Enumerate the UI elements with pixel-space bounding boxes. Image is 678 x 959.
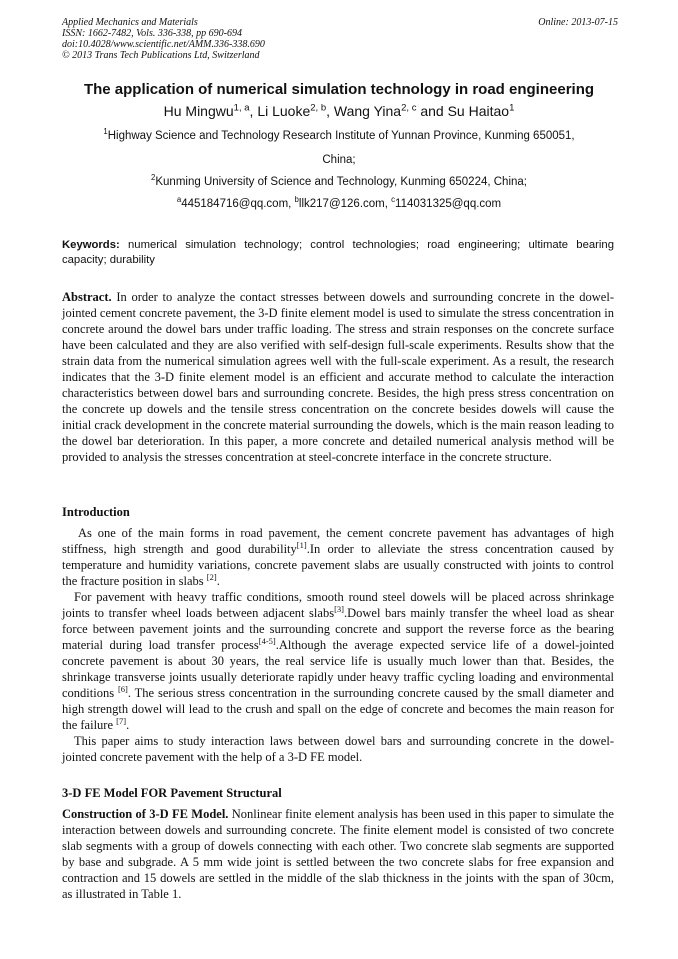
journal-copyright: © 2013 Trans Tech Publications Ltd, Switzerland [62, 50, 260, 61]
author-list [40, 102, 638, 120]
journal-doi: doi:10.4028/www.scientific.net/AMM.336-338.690 [62, 39, 265, 50]
paragraph-text: .Although the average expected service life of a dowel-jointed concrete pavement is about 30 years, the real service life is usually much lower than that. Besides, the shrinkage transverse joints usually deteriorate rapidly under heavy traffic cycling loading and environmental conditions [62, 638, 614, 700]
affiliation-sup: 2 [151, 173, 156, 183]
paragraph-text: .In order to alleviate the stress concentration caused by temperature and humidity variations, concrete pavement slabs are usually constructed with joints to control the fracture position in slabs [62, 542, 614, 588]
email-address: 445184716@qq.com, [181, 198, 295, 210]
keywords-label: Keywords: [62, 239, 120, 251]
journal-name: Applied Mechanics and Materials [62, 17, 198, 28]
abstract-text: In order to analyze the contact stresses between dowels and surrounding concrete in the dowel-jointed cement concrete pavement, the 3-D finite element model is used to simulate the stress concentration in concrete around the dowel bars under traffic loading. The stress and strain responses on the concrete surface have been calculated and they are also verified with self-design full-scale experiments. Results show that the strain data from the numerical simulation agrees well with the full-scale experiment. As a result, the research indicates that the 3-D finite element model is an efficient and accurate method to calculate the interaction characteristics between dowel bars and surrounding concrete. Besides, the high press stress concentration on the concrete up dowels and the tensile stress concentration on the concrete besides dowels will cause the initial crack development in the concrete material surrounding the dowels, which is the main reason leading to the dowel bar deterioration. In this paper, a more concrete and detailed numerical analysis method will be provided to analysis the stresses concentration at steel-concrete interface in the concrete structure. [62, 290, 614, 464]
author-name: Su Haitao [447, 103, 510, 119]
author-separator: and [416, 103, 448, 119]
author-sup: 1 [509, 102, 515, 114]
fe-model-paragraph [62, 806, 614, 902]
citation: [2] [206, 571, 217, 582]
paragraph-text: . [216, 574, 220, 588]
author-sup: 2, c [401, 102, 417, 114]
introduction-paragraph-1 [62, 525, 614, 589]
citation: [6] [117, 683, 128, 694]
citation: [1] [296, 539, 307, 550]
journal-header [62, 17, 618, 61]
introduction-paragraph-3: This paper aims to study interaction laws between dowel bars and surrounding concrete in the dowel-jointed concrete pavement with the help of a 3-D FE model. [62, 734, 614, 764]
paragraph-text: Nonlinear finite element analysis has been used in this paper to simulate the interaction between dowels and surrounding concrete. The finite element model is consisted of two concrete slab segments with a group of dowels connecting with each other. Two concrete slab segments are supported by base and subgrade. A 5 mm wide joint is settled between the two concrete slabs for free expansion and contraction and 15 dowels are settled in the middle of the slab thickness in the joints with the span of 30cm, as illustrated in Table 1. [62, 807, 614, 901]
email-sup: c [391, 195, 396, 205]
introduction-heading: Introduction [62, 505, 130, 519]
affiliation-sup: 1 [103, 127, 108, 137]
affiliation-text: Kunming University of Science and Technology, Kunming 650224, China; [155, 176, 527, 188]
paragraph-text: . [126, 718, 130, 732]
online-date: Online: 2013-07-15 [538, 17, 618, 28]
fe-model-label: Construction of 3-D FE Model. [62, 807, 229, 821]
abstract [62, 289, 614, 465]
author-separator: , [249, 103, 258, 119]
citation: [3] [334, 603, 344, 614]
journal-issn: ISSN: 1662-7482, Vols. 336-338, pp 690-694 [62, 28, 242, 39]
citation: [7] [116, 715, 127, 726]
keywords-text: numerical simulation technology; control technologies; road engineering; ultimate bearing capacity; durability [62, 239, 614, 266]
affiliation-text: Highway Science and Technology Research Institute of Yunnan Province, Kunming 650051, [107, 130, 575, 142]
author-name: Li Luoke [257, 103, 311, 119]
paragraph-text: . The serious stress concentration in the surrounding concrete caused by the small diameter and high strength dowel will lead to the crush and spall on the edge of concrete and becomes the main reason for the failure [62, 686, 614, 732]
email-address: llk217@126.com, [298, 198, 392, 210]
author-name: Hu Mingwu [163, 103, 234, 119]
affiliation-text: China; [322, 154, 356, 166]
citation: [4-5] [258, 635, 276, 646]
author-separator: , [326, 103, 334, 119]
author-sup: 1, a [233, 102, 250, 114]
introduction-paragraph-2 [62, 589, 614, 733]
paper-title: The application of numerical simulation technology in road engineering [83, 81, 595, 98]
email-line [70, 192, 608, 216]
paragraph-text: As one of the main forms in road pavement, the cement concrete pavement has advantages of high stiffness, high strength and good durability [62, 526, 614, 556]
paragraph-text: For pavement with heavy traffic conditions, smooth round steel dowels will be placed across shrinkage joints to transfer wheel loads between adjacent slabs [62, 590, 614, 620]
affiliation-1 [70, 124, 608, 172]
keywords [62, 238, 614, 268]
abstract-label: Abstract. [62, 290, 112, 304]
email-sup: a [176, 195, 182, 205]
email-sup: b [294, 195, 299, 205]
author-name: Wang Yina [333, 103, 402, 119]
author-sup: 2, b [310, 102, 327, 114]
fe-model-heading: 3-D FE Model FOR Pavement Structural [62, 786, 282, 800]
paragraph-text: .Dowel bars mainly transfer the wheel load as shear force between pavement joints and the surrounding concrete and support the reverse force as the bearing material during load transfer process [62, 606, 614, 652]
affiliation-2 [70, 170, 608, 194]
email-address: 114031325@qq.com [395, 198, 502, 210]
